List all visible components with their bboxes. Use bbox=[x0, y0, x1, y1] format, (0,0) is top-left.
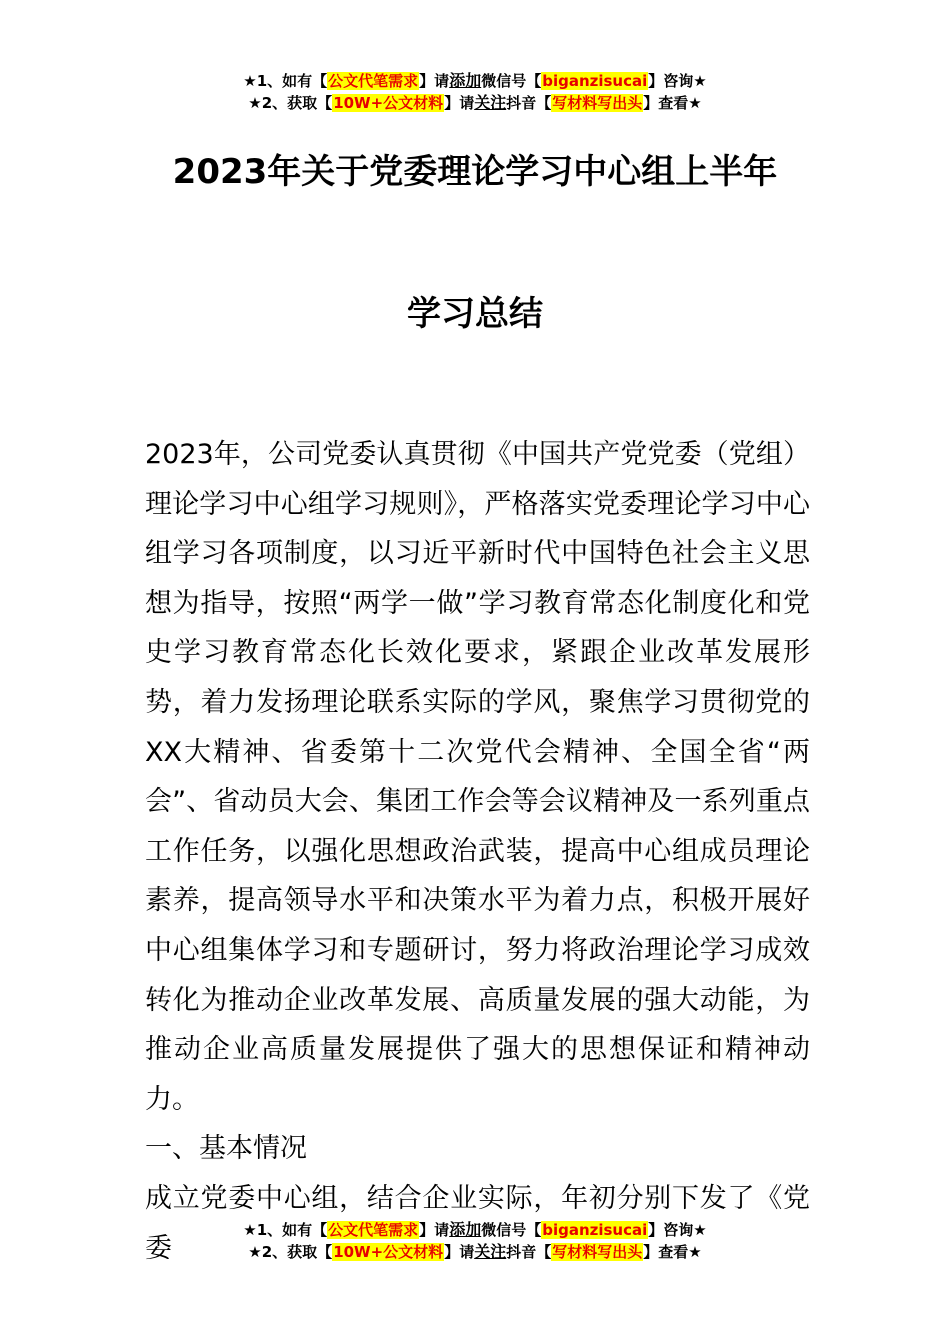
banner-text: 】请 bbox=[419, 72, 450, 90]
banner-text: 】请 bbox=[444, 1243, 475, 1261]
banner-text: 抖音【 bbox=[506, 94, 552, 112]
douyin-id-badge: 写材料写出头 bbox=[552, 94, 643, 112]
banner-line-1 bbox=[0, 1219, 950, 1241]
underlined-text: 关注 bbox=[474, 1242, 507, 1261]
banner-text: ★2、获取【 bbox=[248, 94, 333, 112]
body-paragraph: 2023年，公司党委认真贯彻《中国共产党党委（党组）理论学习中心组学习规则》，严格落实党委理论学习中心组学习各项制度，以习近平新时代中国特色社会主义思想为指导，按照“两学一做”学习教育常态化制度化和党史学习教育常态化长效化要求，紧跟企业改革发展形势，着力发扬理论联系实际的学风，聚焦学习贯彻党的XX大精神、省委第十二次党代会精神、全国全省“两会”、省动员大会、集团工作会等会议精神及一系列重点工作任务，以强化思想政治武装，提高中心组成员理论素养，提高领导水平和决策水平为着力点，积极开展好中心组集体学习和专题研讨，努力将政治理论学习成效转化为推动企业改革发展、高质量发展的强大动能，为推动企业高质量发展提供了强大的思想保证和精神动力。 bbox=[145, 439, 810, 1115]
section-heading: 一、基本情况 bbox=[145, 1133, 307, 1165]
promo-banner-bottom bbox=[0, 1219, 950, 1263]
banner-text: 微信号【 bbox=[481, 72, 542, 90]
banner-line-1 bbox=[0, 70, 950, 92]
wechat-id-badge: biganzisucai bbox=[542, 72, 648, 90]
highlight-badge: 10W+公文材料 bbox=[333, 1243, 444, 1261]
banner-text: ★2、获取【 bbox=[248, 1243, 333, 1261]
banner-text: 抖音【 bbox=[506, 1243, 552, 1261]
highlight-badge: 公文代笔需求 bbox=[328, 72, 419, 90]
banner-text: 】咨询★ bbox=[648, 1221, 707, 1239]
underlined-text: 添加 bbox=[449, 71, 482, 90]
banner-text: 】咨询★ bbox=[648, 72, 707, 90]
underlined-text: 添加 bbox=[449, 1220, 482, 1239]
banner-text: ★1、如有【 bbox=[243, 1221, 328, 1239]
banner-text: 】请 bbox=[444, 94, 475, 112]
promo-banner-top bbox=[0, 70, 950, 114]
banner-text: ★1、如有【 bbox=[243, 72, 328, 90]
banner-line-2 bbox=[0, 1241, 950, 1263]
douyin-id-badge: 写材料写出头 bbox=[552, 1243, 643, 1261]
banner-text: 微信号【 bbox=[481, 1221, 542, 1239]
banner-text: 】查看★ bbox=[643, 1243, 702, 1261]
banner-text: 】请 bbox=[419, 1221, 450, 1239]
banner-text: 】查看★ bbox=[643, 94, 702, 112]
highlight-badge: 公文代笔需求 bbox=[328, 1221, 419, 1239]
highlight-badge: 10W+公文材料 bbox=[333, 94, 444, 112]
banner-line-2 bbox=[0, 92, 950, 114]
document-title-line-1: 2023年关于党委理论学习中心组上半年 bbox=[172, 152, 778, 192]
body-paragraph: 成立党委中心组，结合企业实际，年初分别下发了《党委 bbox=[145, 1182, 810, 1264]
document-title-line-2: 学习总结 bbox=[407, 294, 543, 334]
wechat-id-badge: biganzisucai bbox=[542, 1221, 648, 1239]
document-body bbox=[145, 430, 810, 1273]
underlined-text: 关注 bbox=[474, 93, 507, 112]
